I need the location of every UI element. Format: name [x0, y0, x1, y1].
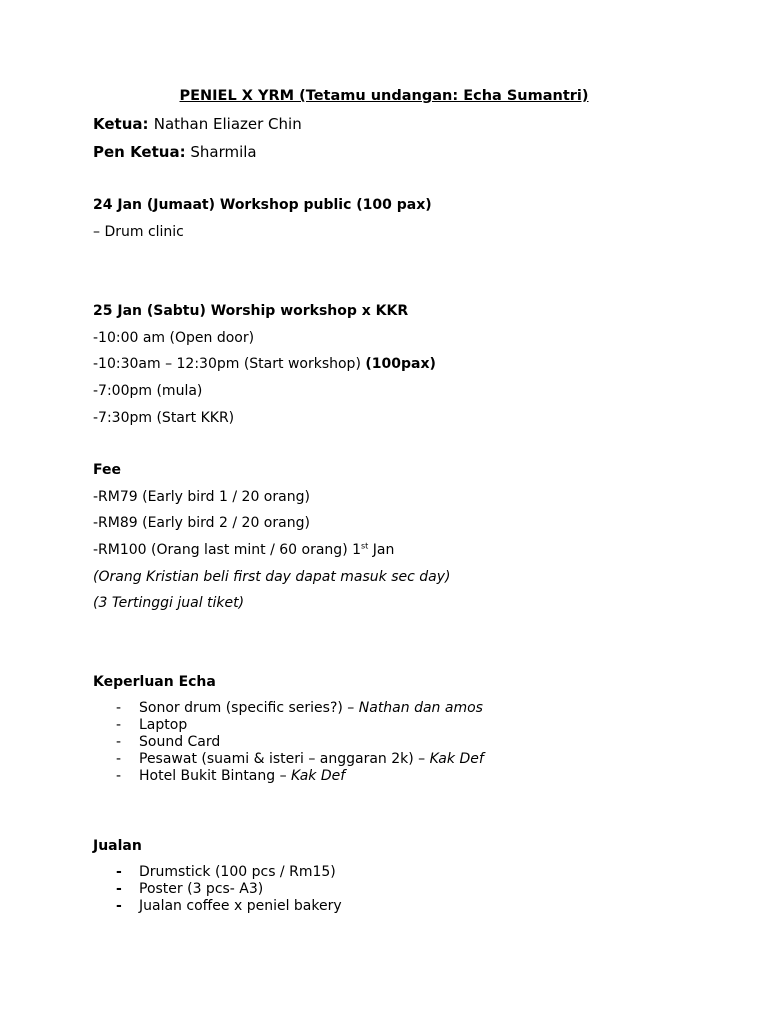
day2-item: -7:00pm (mula)	[93, 383, 203, 399]
list-item: - Sonor drum (specific series?) – Nathan dan amos	[116, 700, 483, 716]
pen-ketua-value: Sharmila	[185, 143, 257, 161]
fee-note: (Orang Kristian beli first day dapat masuk sec day)	[93, 569, 451, 585]
list-item: - Poster (3 pcs- A3)	[116, 881, 264, 897]
day2-item: -7:30pm (Start KKR)	[93, 410, 235, 426]
day1-item: – Drum clinic	[93, 224, 184, 240]
fee-item: -RM100 (Orang last mint / 60 orang) 1st Jan	[93, 541, 395, 558]
pen-ketua-label: Pen Ketua:	[93, 143, 186, 161]
keperluan-heading: Keperluan Echa	[93, 674, 216, 690]
day2-item: -10:30am – 12:30pm (Start workshop) (100pax)	[93, 356, 436, 372]
jualan-list	[93, 864, 342, 915]
pen-ketua-line	[93, 143, 257, 161]
keperluan-list	[93, 700, 484, 785]
day2-item: -10:00 am (Open door)	[93, 330, 255, 346]
ketua-line	[93, 115, 302, 133]
list-item: - Hotel Bukit Bintang – Kak Def	[116, 768, 346, 784]
day2-heading: 25 Jan (Sabtu) Worship workshop x KKR	[93, 303, 409, 319]
fee-note: (3 Tertinggi jual tiket)	[93, 595, 245, 611]
list-item: - Sound Card	[116, 734, 221, 750]
day1-heading: 24 Jan (Jumaat) Workshop public (100 pax)	[93, 197, 432, 213]
list-item: - Drumstick (100 pcs / Rm15)	[116, 864, 336, 880]
fee-item: -RM89 (Early bird 2 / 20 orang)	[93, 515, 310, 531]
ketua-label: Ketua:	[93, 115, 154, 133]
jualan-heading: Jualan	[93, 838, 142, 854]
list-item: - Laptop	[116, 717, 188, 733]
document-title: PENIEL X YRM (Tetamu undangan: Echa Sumantri)	[179, 88, 589, 104]
fee-item: -RM79 (Early bird 1 / 20 orang)	[93, 489, 310, 505]
ketua-value: Nathan Eliazer Chin	[153, 115, 302, 133]
fee-heading: Fee	[93, 462, 121, 478]
list-item: - Pesawat (suami & isteri – anggaran 2k) – Kak Def	[116, 751, 484, 767]
list-item: - Jualan coffee x peniel bakery	[116, 898, 342, 914]
